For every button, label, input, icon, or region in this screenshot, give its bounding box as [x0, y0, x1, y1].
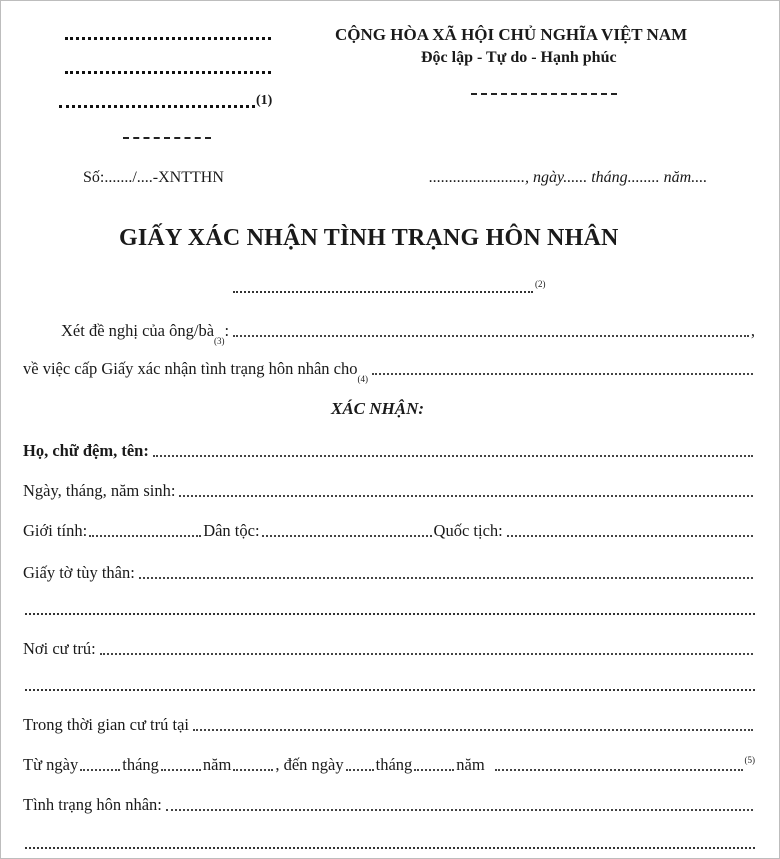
ethnicity-label: Dân tộc: [203, 521, 260, 540]
day-label: ngày [533, 169, 564, 186]
birth-date-field[interactable] [179, 495, 753, 497]
agency-ref-1: (1) [256, 93, 273, 108]
gender-ethnicity-row [23, 519, 755, 541]
from-year-label: năm [202, 755, 232, 774]
id-papers-field-2[interactable] [25, 613, 755, 615]
issue-date [429, 169, 707, 187]
year-label: năm [663, 169, 692, 186]
nationality-field[interactable] [507, 535, 753, 537]
agency-line-1 [65, 37, 271, 40]
place-dots: ........................, [429, 169, 529, 186]
confirm-heading: XÁC NHẬN: [331, 399, 425, 418]
day-dots: ...... [563, 169, 588, 186]
document-number: Số:......./....-XNTTHN [83, 169, 224, 186]
full-name-label: Họ, chữ đệm, tên: [23, 441, 149, 460]
gender-field[interactable] [89, 535, 201, 537]
birth-date-label: Ngày, tháng, năm sinh: [23, 481, 176, 500]
birth-date-row [23, 479, 755, 501]
from-month-field[interactable] [161, 769, 201, 771]
full-name-field[interactable] [153, 455, 753, 457]
period-dates-row [23, 753, 755, 775]
from-month-label: tháng [122, 755, 159, 774]
period-residence-row [23, 713, 755, 735]
to-day-label: , đến ngày [275, 755, 344, 774]
residence-field[interactable] [100, 653, 753, 655]
residence-label: Nơi cư trú: [23, 639, 96, 658]
period-ref: (5) [744, 755, 755, 765]
marital-status-field-2[interactable] [25, 847, 755, 849]
request-for-label: về việc cấp Giấy xác nhận tình trạng hôn nhân cho [23, 359, 358, 378]
to-month-field[interactable] [414, 769, 454, 771]
marital-status-row [23, 793, 755, 815]
ethnicity-field[interactable] [262, 535, 432, 537]
to-day-field[interactable] [346, 769, 374, 771]
year-dots: .... [691, 169, 708, 186]
issuer-line [233, 291, 533, 293]
month-label: tháng [591, 169, 628, 186]
requester-field[interactable] [233, 335, 749, 337]
motto: Độc lập - Tự do - Hạnh phúc [421, 49, 617, 66]
request-colon: : [224, 321, 230, 340]
request-comma: , [750, 321, 755, 340]
period-residence-field[interactable] [193, 729, 753, 731]
nationality-label: Quốc tịch: [433, 521, 503, 540]
residence-row [23, 637, 755, 659]
id-papers-field[interactable] [139, 577, 753, 579]
marital-status-field[interactable] [166, 809, 753, 811]
motto-underline [471, 93, 617, 95]
request-line-2: về việc cấp Giấy xác nhận tình trạng hôn nhân cho (4) [23, 357, 755, 379]
agency-underline [123, 137, 211, 139]
document-title: GIẤY XÁC NHẬN TÌNH TRẠNG HÔN NHÂN [119, 225, 619, 251]
full-name-row [23, 439, 755, 461]
request-line-1: Xét đề nghị của ông/bà (3) : , [61, 321, 755, 346]
to-month-label: tháng [375, 755, 413, 774]
to-year-field[interactable] [495, 769, 743, 771]
agency-line-2 [65, 71, 271, 74]
residence-field-2[interactable] [25, 689, 755, 691]
from-year-field[interactable] [233, 769, 273, 771]
from-day-label: Từ ngày [23, 755, 79, 774]
country-name: CỘNG HÒA XÃ HỘI CHỦ NGHĨA VIỆT NAM [335, 25, 688, 44]
request-for-field[interactable] [372, 373, 753, 375]
marital-status-label: Tình trạng hôn nhân: [23, 795, 162, 814]
issuer-ref: (2) [535, 279, 546, 289]
gender-label: Giới tính: [23, 521, 88, 540]
id-papers-label: Giấy tờ tùy thân: [23, 563, 135, 582]
from-day-field[interactable] [80, 769, 120, 771]
id-papers-row [23, 561, 755, 583]
agency-line-3 [59, 105, 255, 108]
period-residence-label: Trong thời gian cư trú tại [23, 715, 190, 734]
month-dots: ........ [627, 169, 660, 186]
to-year-label: năm [456, 755, 485, 774]
request-label: Xét đề nghị của ông/bà [61, 321, 215, 340]
